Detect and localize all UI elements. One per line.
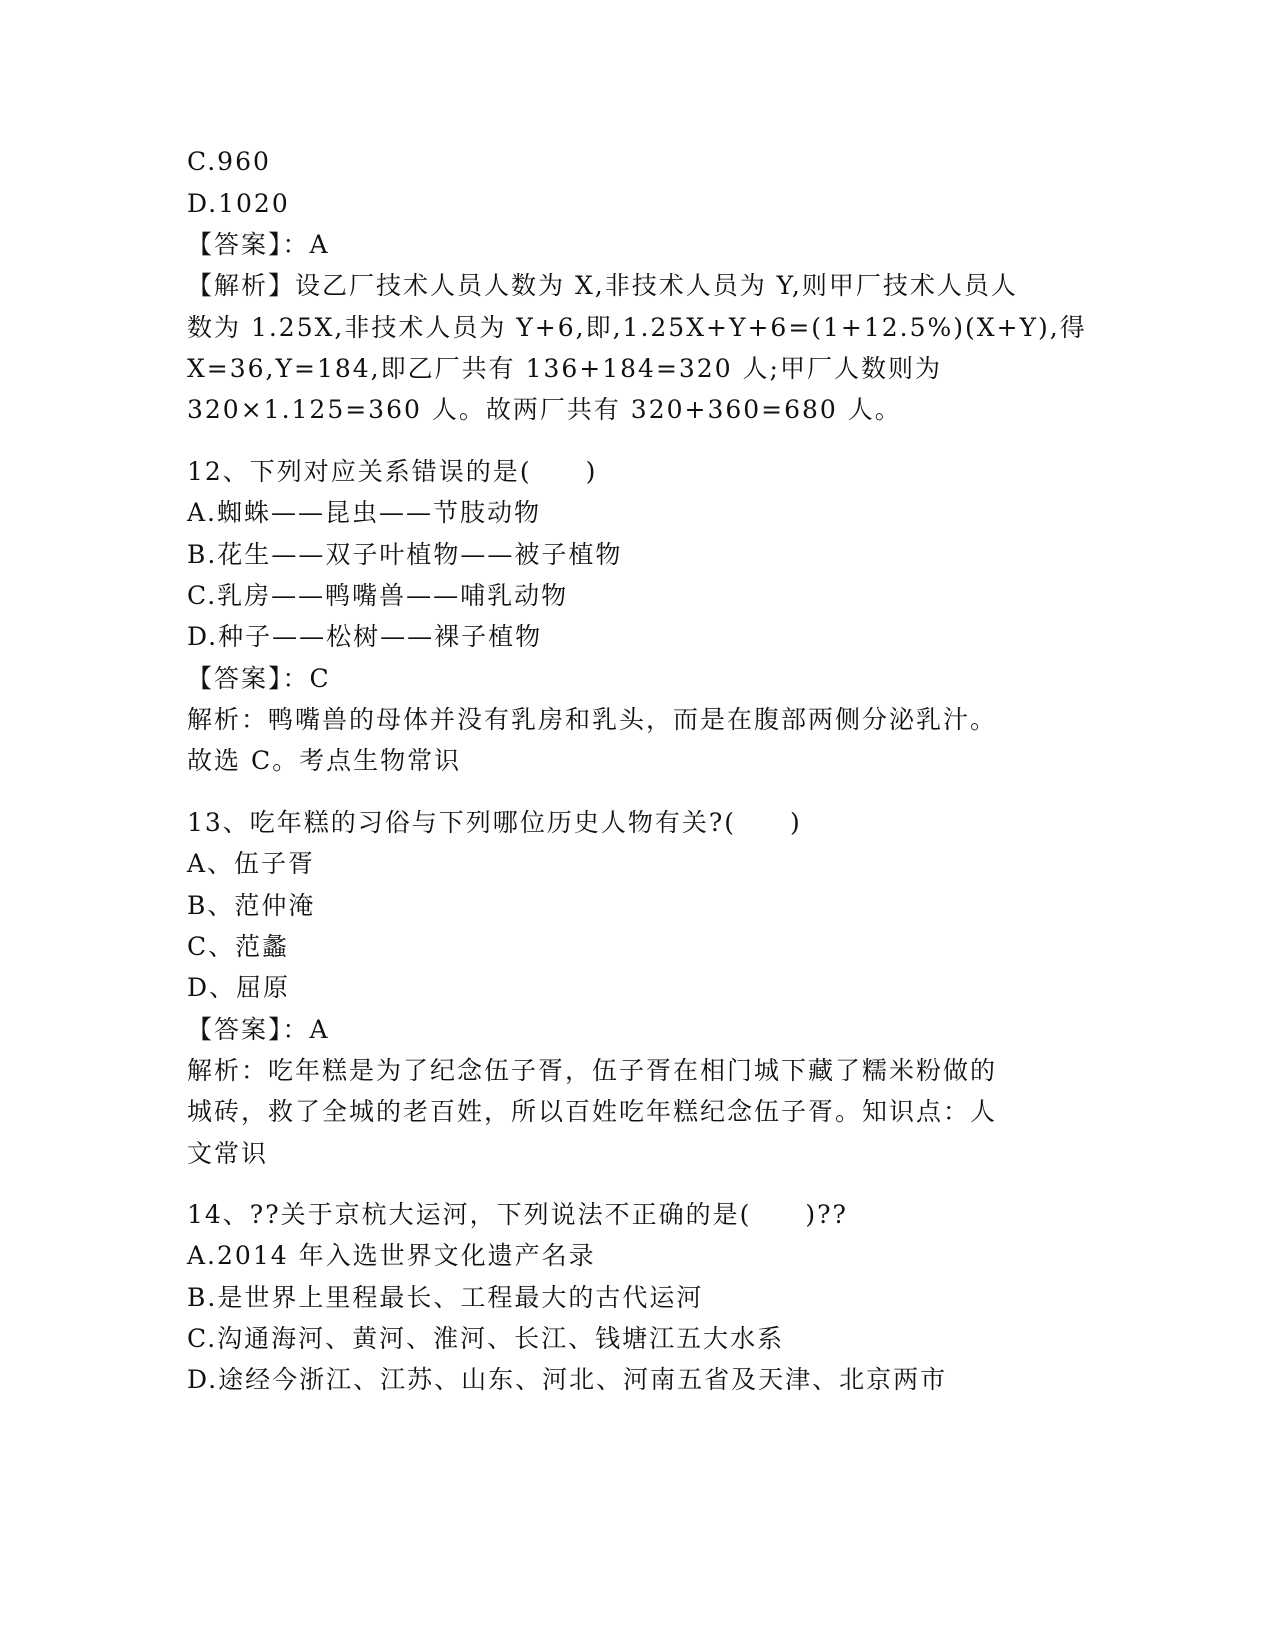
q11-answer: 【答案】：A — [187, 230, 330, 259]
q12-analysis-line: 解析：鸭嘴兽的母体并没有乳房和乳头，而是在腹部两侧分泌乳汁。 — [187, 705, 998, 734]
q12-option-a: A.蜘蛛——昆虫——节肢动物 — [187, 498, 542, 527]
q11-option-c: C.960 — [187, 147, 271, 176]
q12-question: 12、下列对应关系错误的是( ) — [187, 457, 598, 486]
q12-option-b: B.花生——双子叶植物——被子植物 — [187, 540, 623, 569]
q14-option-a: A.2014 年入选世界文化遗产名录 — [187, 1241, 596, 1270]
q11-analysis-line: 数为 1.25X,非技术人员为 Y+6,即,1.25X+Y+6=(1+12.5%)(X+Y),得 — [187, 313, 1087, 342]
q11-option-d: D.1020 — [187, 189, 290, 218]
q12-analysis-line: 故选 C。考点生物常识 — [187, 746, 462, 775]
q11-analysis-line: X=36,Y=184,即乙厂共有 136+184=320 人;甲厂人数则为 — [187, 354, 942, 383]
q13-question: 13、吃年糕的习俗与下列哪位历史人物有关?( ) — [187, 808, 802, 837]
q14-option-b: B.是世界上里程最长、工程最大的古代运河 — [187, 1283, 704, 1312]
q12-option-c: C.乳房——鸭嘴兽——哺乳动物 — [187, 581, 569, 610]
q13-answer: 【答案】：A — [187, 1015, 330, 1044]
q13-option-a: A、伍子胥 — [187, 849, 316, 878]
q11-analysis-line: 【解析】设乙厂技术人员人数为 X,非技术人员为 Y,则甲厂技术人员人 — [187, 271, 1018, 300]
q13-option-c: C、范蠡 — [187, 932, 290, 961]
q13-option-d: D、屈原 — [187, 973, 291, 1002]
q14-question: 14、??关于京杭大运河，下列说法不正确的是( )?? — [187, 1200, 848, 1229]
q13-analysis-line: 文常识 — [187, 1139, 269, 1168]
q12-option-d: D.种子——松树——裸子植物 — [187, 622, 543, 651]
q14-option-c: C.沟通海河、黄河、淮河、长江、钱塘江五大水系 — [187, 1324, 785, 1353]
q13-analysis-line: 解析：吃年糕是为了纪念伍子胥，伍子胥在相门城下藏了糯米粉做的 — [187, 1056, 998, 1085]
q13-option-b: B、范仲淹 — [187, 891, 316, 920]
q11-analysis-line: 320×1.125=360 人。故两厂共有 320+360=680 人。 — [187, 395, 902, 424]
q14-option-d: D.途经今浙江、江苏、山东、河北、河南五省及天津、北京两市 — [187, 1365, 948, 1394]
q12-answer: 【答案】：C — [187, 664, 331, 693]
q13-analysis-line: 城砖，救了全城的老百姓，所以百姓吃年糕纪念伍子胥。知识点：人 — [187, 1097, 998, 1126]
